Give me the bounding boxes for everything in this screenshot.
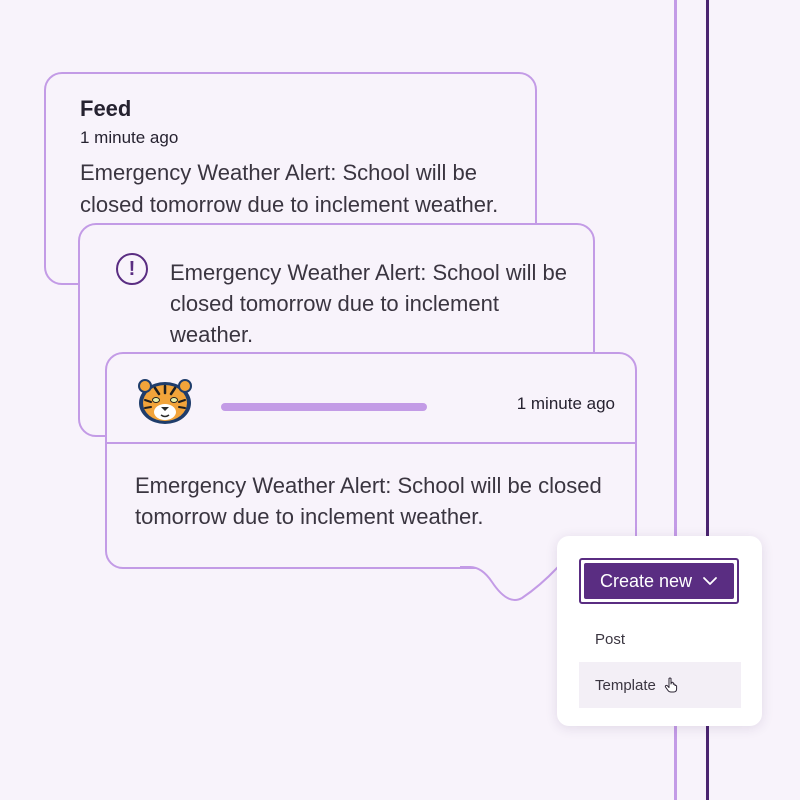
speech-bubble-tail [460, 564, 560, 604]
post-header [107, 354, 635, 444]
menu-item-post-label: Post [595, 630, 626, 648]
tiger-avatar-icon [137, 378, 193, 426]
post-body: Emergency Weather Alert: School will be closed tomorrow due to inclement weather. [135, 473, 602, 529]
menu-item-template-label: Template [595, 676, 656, 694]
post-card [105, 352, 637, 569]
post-timestamp: 1 minute ago [516, 394, 615, 413]
feed-timestamp: 1 minute ago [80, 128, 179, 147]
alert-text: Emergency Weather Alert: School will be closed tomorrow due to inclement weather. [170, 260, 567, 347]
create-menu-panel [557, 536, 762, 726]
create-new-button-inner [584, 563, 734, 599]
hand-pointer-icon [664, 677, 678, 693]
author-name-placeholder [221, 403, 427, 411]
alert-circle-icon: ! [116, 253, 148, 285]
chevron-down-icon [702, 576, 718, 586]
create-new-button[interactable] [579, 558, 739, 604]
feed-body: Emergency Weather Alert: School will be closed tomorrow due to inclement weather. [80, 160, 499, 217]
menu-item-post[interactable] [579, 616, 741, 662]
feed-title: Feed [80, 96, 132, 121]
create-new-label: Create new [599, 570, 693, 591]
menu-item-template[interactable] [579, 662, 741, 708]
